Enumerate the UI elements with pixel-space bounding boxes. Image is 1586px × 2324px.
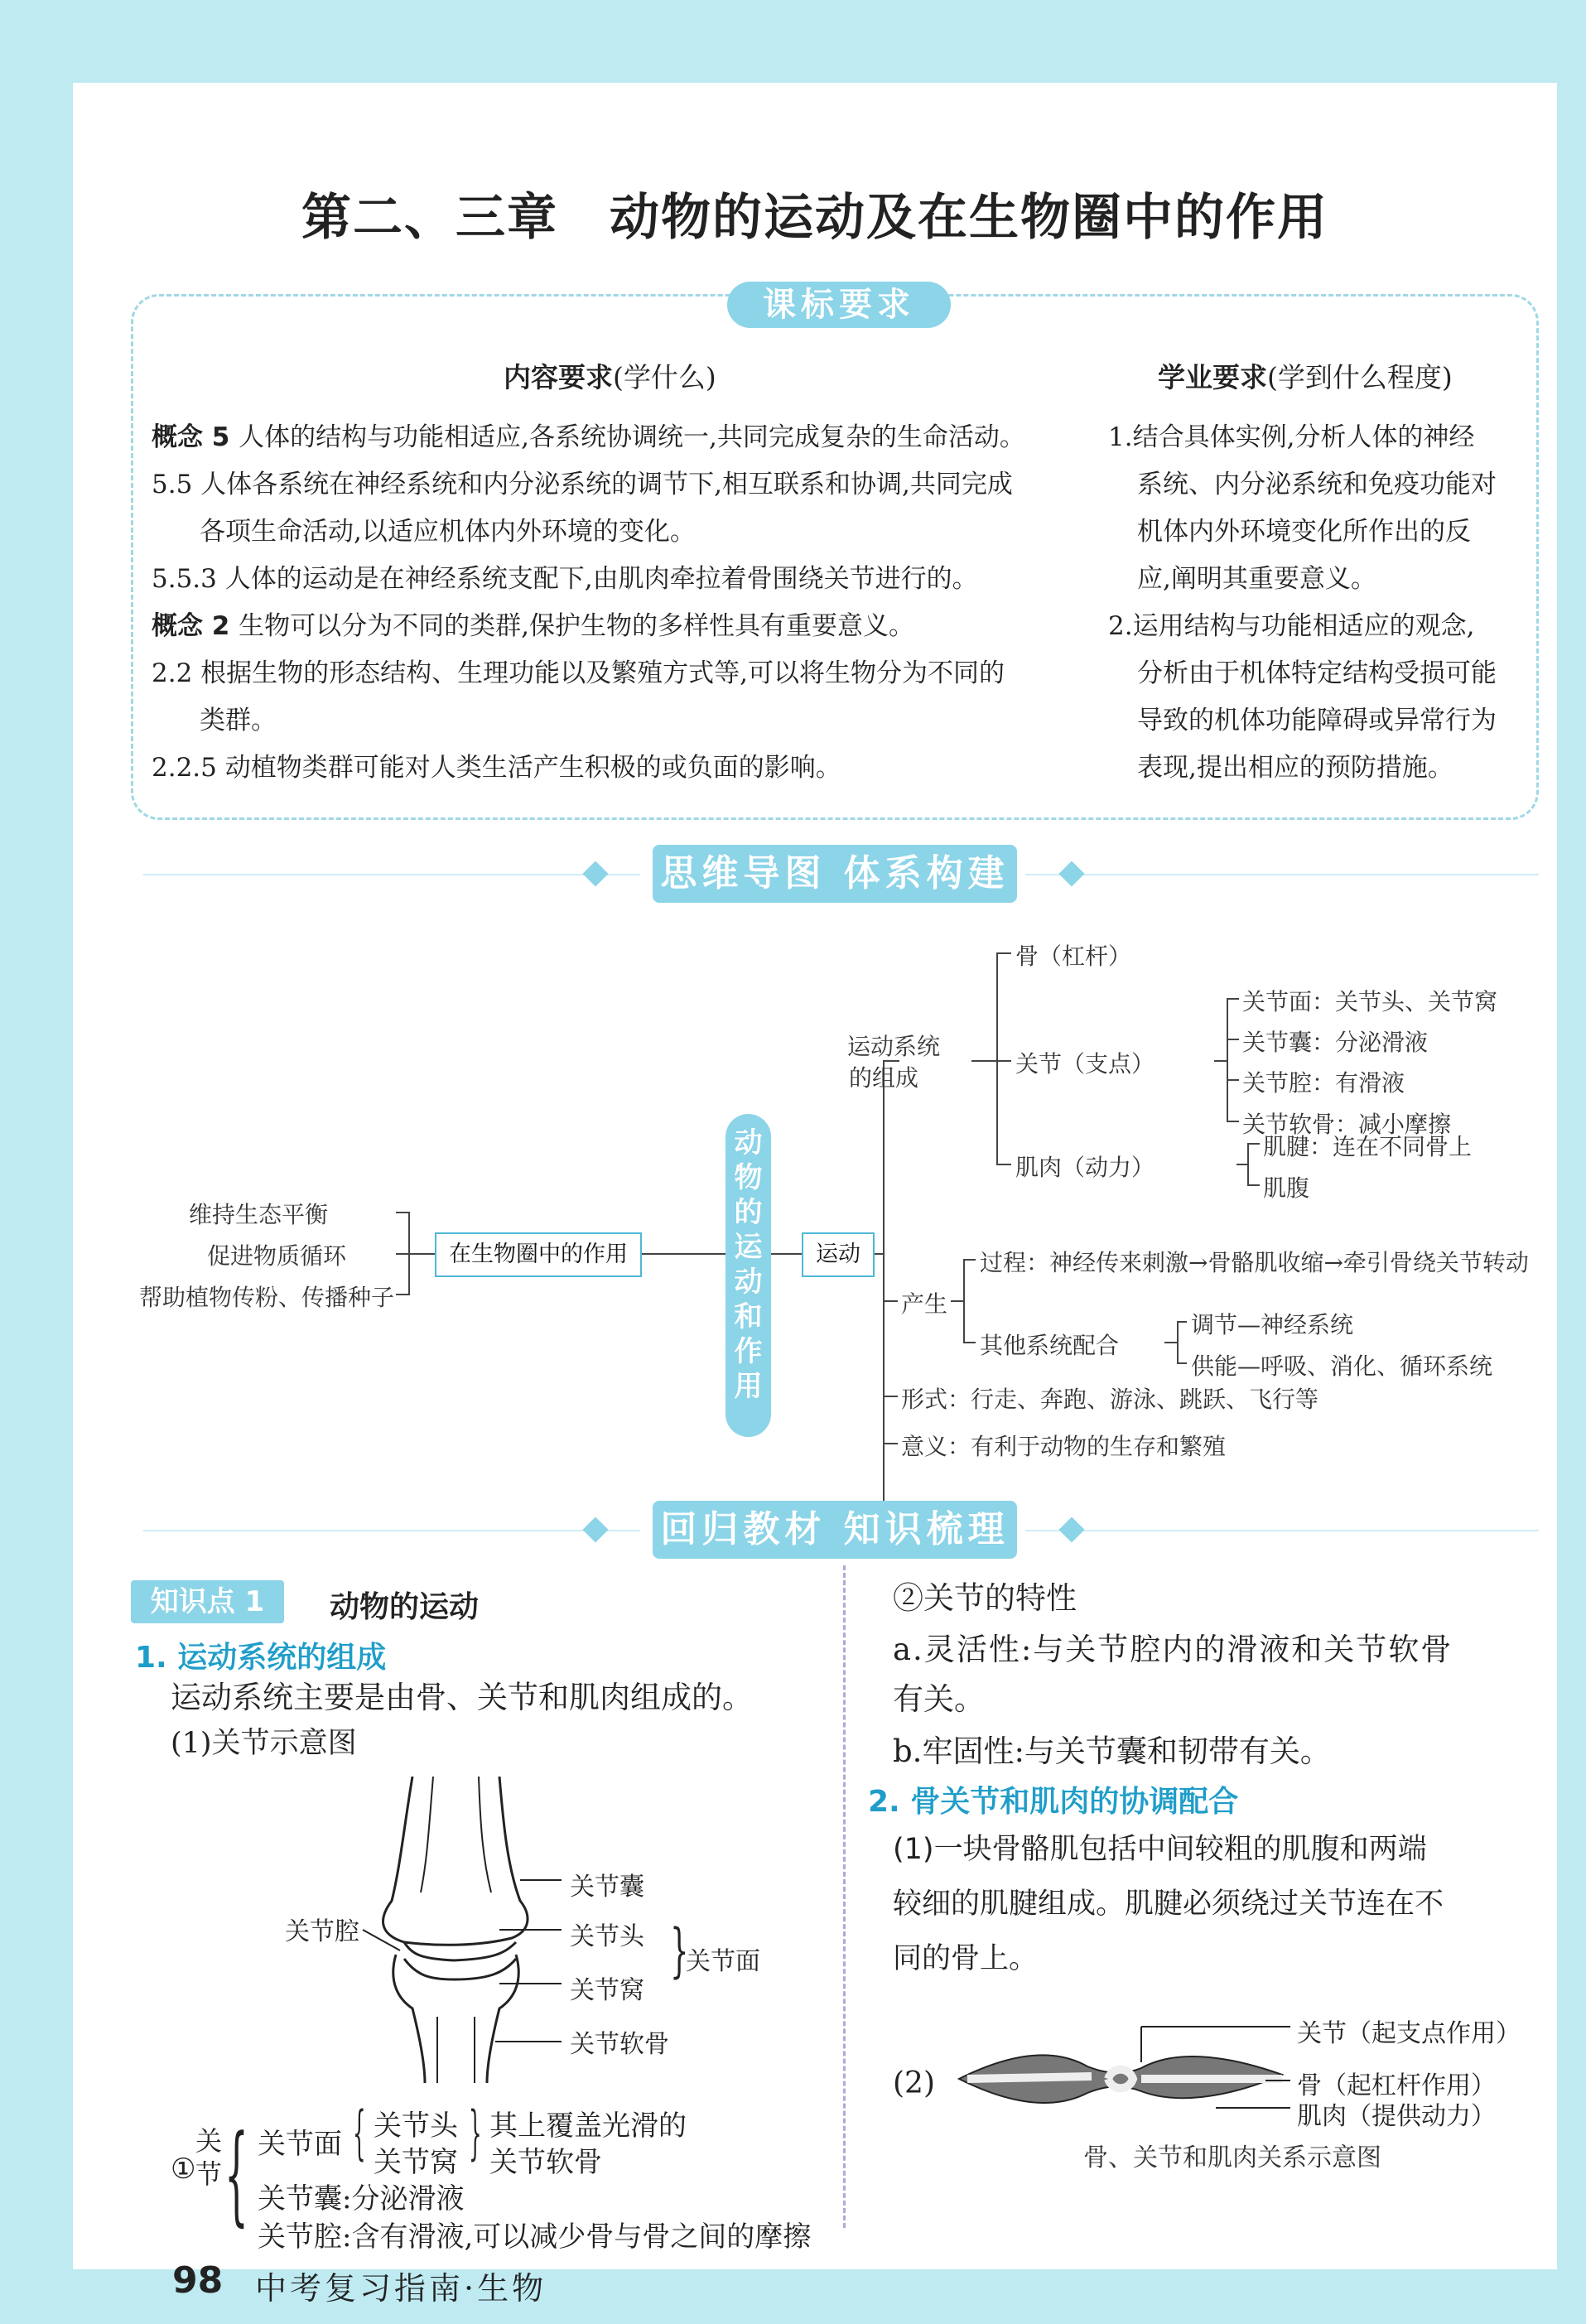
mm-line [963, 1342, 976, 1343]
paragraph: b.牢固性:与关节囊和韧带有关。 [893, 1733, 1331, 1769]
content-requirements: 概念 5 人体的结构与功能相适应,各系统协调统一,共同完成复杂的生命活动。 5.5 人体各系统在神经系统和内分泌系统的调节下,相互联系和协调,共同完成 各项生命活动,以适应机体内外环境的变化。 5.5.3 人体的运动是在神经系统支配下,由肌肉牵拉着骨围绕关节进行的。 概念 2 生物可以分为不同的类群,保护生物的多样性具有重要意义。 2.2 根据生物的形态结构、生理功能以及繁殖方式等,可以将生物分为不同的 类群。 2.2.5 动植物类群可能对人类生活产生积极的或负面的影响。 [152, 422, 1025, 783]
mm-line [771, 1253, 802, 1255]
content-req-header: 内容要求(学什么) [504, 361, 716, 393]
mm-line [1247, 1143, 1249, 1184]
mm-line [1227, 998, 1228, 1122]
diagram-label: 肌肉（提供动力） [1297, 2102, 1496, 2131]
paragraph: ②关节的特性 [893, 1580, 1077, 1616]
academic-req-header: 学业要求(学到什么程度) [1158, 361, 1453, 393]
paragraph: (1)一块骨骼肌包括中间较粗的肌腹和两端 较细的肌腱组成。肌腱必须绕过关节连在不 同的骨上。 [893, 1833, 1444, 1975]
mm-line [1177, 1321, 1179, 1362]
mm-line [875, 1253, 883, 1255]
muscle-diagram [951, 2017, 1299, 2133]
mm-node: 关节（支点） [1015, 1050, 1155, 1078]
mm-line [1227, 1079, 1239, 1081]
mm-line [996, 952, 1011, 954]
chapter-title: 第二、三章 动物的运动及在生物圈中的作用 [301, 189, 1328, 247]
mm-line [642, 1253, 726, 1255]
diagram-label: 关节腔 [285, 1917, 359, 1946]
paragraph: 有关。 [893, 1681, 985, 1717]
page-number: 98 [172, 2259, 224, 2302]
mm-line [1227, 1121, 1239, 1122]
section-heading: 2. 骨关节和肌肉的协调配合 [868, 1785, 1239, 1819]
mm-node: 肌腹 [1263, 1174, 1310, 1202]
diagram-label: 关节软骨 [570, 2030, 669, 2059]
mm-line [1164, 1342, 1177, 1343]
section-heading: 1. 运动系统的组成 [135, 1641, 387, 1675]
mm-node: 运动系统 的组成 [847, 1033, 941, 1092]
mm-line [1177, 1362, 1187, 1364]
mm-line [396, 1253, 435, 1255]
divider [1025, 874, 1539, 875]
diagram-label: 骨（起杠杆作用） [1297, 2071, 1496, 2100]
academic-requirements: 1.结合具体实例,分析人体的神经 系统、内分泌系统和免疫功能对 机体内外环境变化所作出的反 应,阐明其重要意义。 2.运用结构与功能相适应的观念, 分析由于机体特定结构受损可能 导致的机体功能障碍或异常行为 表现,提出相应的预防措施。 [1108, 422, 1497, 783]
mm-node: 肌腱：连在不同骨上 [1263, 1133, 1473, 1160]
diagram-label: 关节窝 [570, 1976, 644, 2005]
mm-node: 肌肉（动力） [1015, 1154, 1155, 1181]
center-pill: 动物的运动和作用 [726, 1114, 771, 1437]
paragraph: 运动系统主要是由骨、关节和肌肉组成的。 [171, 1680, 753, 1715]
brace-icon: } [670, 1917, 689, 1984]
book-title: 中考复习指南·生物 [255, 2270, 547, 2307]
joint-diagram [354, 1777, 586, 2083]
mindmap-banner: 思维导图 体系构建 [653, 845, 1017, 903]
mm-node: 调节—神经系统 [1191, 1311, 1354, 1338]
mm-line [396, 1212, 410, 1213]
mm-line [971, 1060, 996, 1062]
diagram-label: 关节头 [570, 1922, 644, 1951]
mm-node: 促进物质循环 [207, 1242, 347, 1270]
mm-line [996, 1164, 1011, 1165]
mm-line [963, 1259, 965, 1342]
mm-line [1177, 1321, 1187, 1323]
role-in-biosphere-box: 在生物圈中的作用 [435, 1232, 642, 1277]
mm-node: 过程：神经传来刺激→骨骼肌收缩→牵引骨绕关节转动 [980, 1249, 1529, 1276]
mm-line [1247, 1184, 1260, 1186]
mm-node: 关节囊：分泌滑液 [1242, 1029, 1429, 1056]
diagram-caption: 骨、关节和肌肉关系示意图 [1083, 2143, 1381, 2172]
paragraph: (1)关节示意图 [171, 1727, 357, 1760]
diagram-label: 关节囊 [570, 1873, 644, 1902]
movement-box: 运动 [802, 1232, 875, 1277]
divider [143, 874, 640, 875]
mm-line [883, 1060, 885, 1524]
mm-line [883, 1396, 898, 1397]
mm-line [883, 1300, 898, 1302]
mm-line [1247, 1143, 1260, 1145]
mm-node: 产生 [901, 1290, 948, 1318]
mm-node: 帮助植物传粉、传播种子 [139, 1284, 395, 1311]
diamond-icon [1058, 861, 1084, 886]
mm-line [963, 1259, 976, 1261]
mm-node: 形式：行走、奔跑、游泳、跳跃、飞行等 [901, 1386, 1319, 1413]
divider [143, 1530, 640, 1531]
mm-line [1227, 1039, 1239, 1040]
mm-line [996, 952, 998, 1164]
paragraph: a.灵活性:与关节腔内的滑液和关节软骨 [893, 1632, 1453, 1667]
diagram-label: 关节面 [686, 1947, 760, 1976]
mm-line [996, 1060, 1011, 1062]
mm-line [951, 1300, 963, 1302]
mm-node: 其他系统配合 [980, 1332, 1120, 1359]
diamond-icon [582, 1516, 608, 1542]
diamond-icon [1058, 1516, 1084, 1542]
diamond-icon [582, 861, 608, 886]
kp-title: 动物的运动 [330, 1590, 480, 1624]
diagram-label: 关节（起支点作用） [1297, 2019, 1521, 2048]
divider [1025, 1530, 1539, 1531]
mm-node: 关节软骨：减小摩擦 [1242, 1111, 1452, 1138]
column-divider [843, 1565, 846, 2228]
mm-line [1227, 998, 1239, 1000]
mm-line [1237, 1164, 1247, 1165]
paragraph: (2) [893, 2066, 935, 2100]
curriculum-banner: 课标要求 [727, 282, 951, 328]
mm-line [1214, 1060, 1227, 1062]
mm-node: 供能—呼吸、消化、循环系统 [1191, 1352, 1493, 1380]
mm-node: 维持生态平衡 [189, 1201, 329, 1228]
mm-line [396, 1294, 410, 1295]
review-banner: 回归教材 知识梳理 [653, 1501, 1017, 1559]
mm-line [883, 1443, 898, 1444]
mm-node: 骨（杠杆） [1015, 943, 1132, 970]
mm-node: 关节面：关节头、关节窝 [1242, 988, 1498, 1015]
mm-node: 关节腔：有滑液 [1242, 1069, 1405, 1097]
knowledge-point-badge: 知识点 1 [131, 1580, 284, 1623]
mm-node: 意义：有利于动物的生存和繁殖 [901, 1433, 1227, 1460]
textbook-page: 第二、三章 动物的运动及在生物圈中的作用 课标要求 内容要求(学什么) 学业要求(学到什么程度) 概念 5 人体的结构与功能相适应,各系统协调统一,共同完成复杂的生命活动。 5.5 人体各系统在神经系统和内分泌系统的调节下,相互联系和协调,共同完成 各项生命活动,以适应机体内外环境的变化。 5.5.3 人体的运动是在神经系统支配下,由肌肉牵拉着骨围绕关节进行的。 概念 2 生物可以分为不同的类群,保护生物的多样性具有重要意义。 2.2 根据生物的形态结构、生理功能以及繁殖方式等,可以将生物分为不同的 类群。 2.2.5 动植物类群可能对人类生活产生积极的或负面的影响。 1.结合具体实例,分析人体的神经 系统、内分泌系统和免疫功能对 机体内外环境变化所作出的反 应,阐明其重要意义。 2.运用结构与功能相适应的观念, 分析由于机体特定结构受损可能 导致的机体功能障碍或异常行为 表现,提出相应的预防措施。 思维导图 体系构建 动物的运动和作用 维持生态平衡 促进物质循环 帮助植物传粉、传播种子 在生物圈中的作用 运动 运动系统 的组成 骨（杠杆） 关节（支点） 关节面：关节头、关节窝 关节囊：分泌滑液 关节腔：有滑液 关节软骨：减小摩擦 肌肉（动力） 肌腱：连在不同骨上 肌腹 产生 过程：神经传来刺激→骨骼肌收缩→牵引骨绕关节转动 其他系统配合 调节—神经系统 供能—呼吸、消化、循环系统 形式：行走、奔跑、游泳、跳跃、飞行等 意义：有利于动物的生存和繁殖 回归教材 知识梳理 知识点 1 动物的运动 1. 运动系统的组成 运动系统主要是由骨、关节和肌肉组成的。 (1)关节示意图 关节囊 关节腔 关节头 关节窝 } 关节面 关节软骨 ① 关 节 { 关节面 { 关节头 关节窝 } 其上覆盖光滑的 关节软骨 关节囊:分泌滑液 关节腔:含有滑液,可以减少骨与骨之间的摩擦 ②关节的特性 a.灵活性:与关节腔内的滑液和关节软骨 有关。 b.牢固性:与关节囊和韧带有关。 2. 骨关节和肌肉的协调配合 (1)一块骨骼肌包括中间较粗的肌腹和两端 较细的肌腱组成。肌腱必须绕过关节连在不 同的骨上。 (2) 关节（起支点作用） 骨（起杠杆作用） 肌肉（提供动力） 骨、关节和肌肉关系示意图 98 中考复习指南·生物 [73, 83, 1557, 2269]
